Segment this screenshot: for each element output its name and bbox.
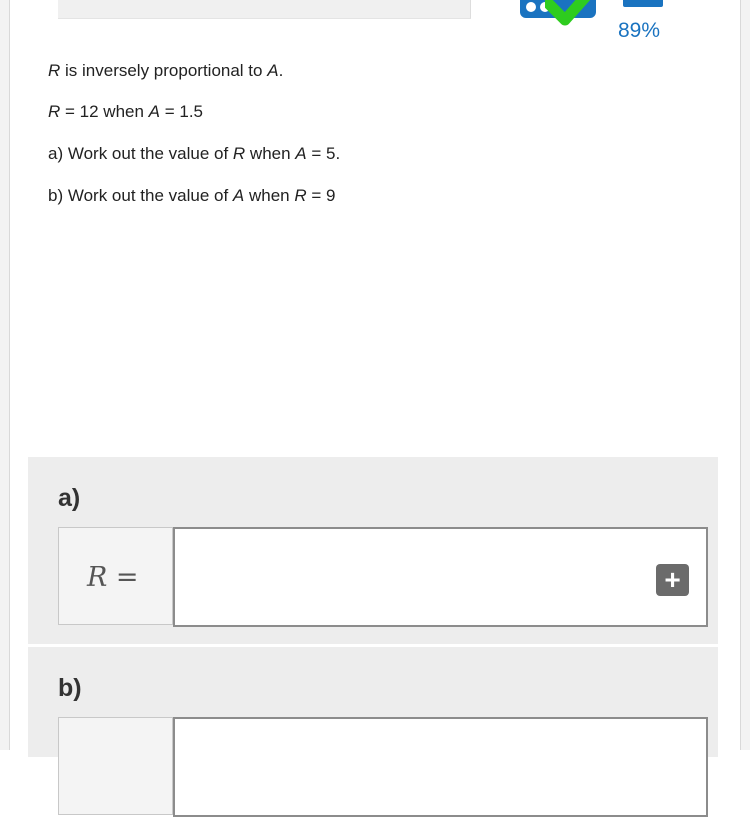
progress-bar <box>623 0 663 7</box>
progress-label: 89% <box>618 19 661 42</box>
dot-icon <box>526 2 536 12</box>
question-line-1: R is inversely proportional to A. <box>48 61 284 80</box>
question-part-a: a) Work out the value of R when A = 5. <box>48 144 341 163</box>
variable-label-cell <box>58 527 173 625</box>
left-frame-edge <box>0 0 10 750</box>
question-line-2: R = 12 when A = 1.5 <box>48 102 204 121</box>
answer-panel-a <box>28 457 718 644</box>
variable-label-cell <box>58 717 173 815</box>
part-b-label: b) <box>58 674 82 702</box>
question-part-b: b) Work out the value of A when R = 9 <box>48 186 336 205</box>
answer-input-b[interactable] <box>173 717 708 817</box>
plus-square-icon[interactable]: + <box>656 564 689 596</box>
right-frame-edge <box>740 0 750 750</box>
answer-panel-b <box>28 647 718 757</box>
part-a-label: a) <box>58 484 81 512</box>
variable-label: R = <box>87 562 139 593</box>
top-info-panel <box>58 0 471 19</box>
answer-input-a[interactable] <box>173 527 708 627</box>
checkmark-icon <box>545 0 601 30</box>
